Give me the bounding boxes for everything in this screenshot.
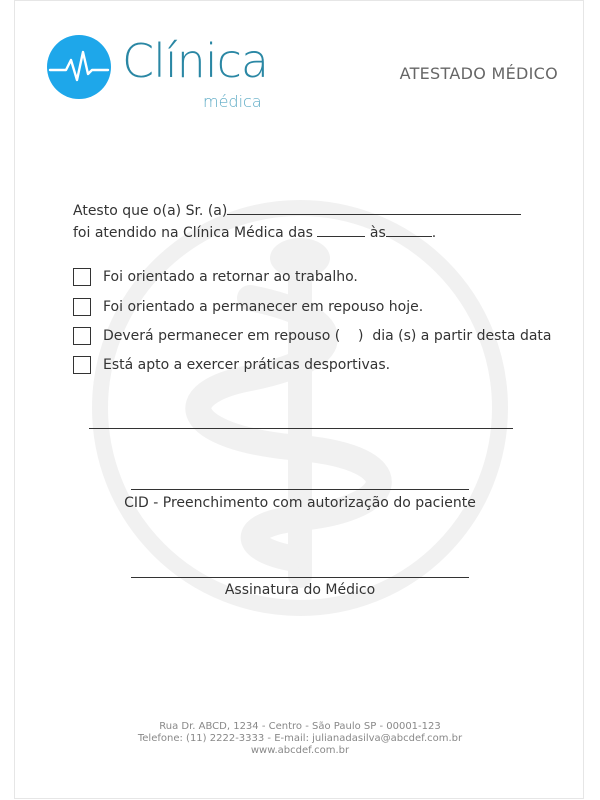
patient-name-blank[interactable] (227, 202, 521, 215)
document-title: ATESTADO MÉDICO (399, 64, 558, 83)
checkbox-label: Foi orientado a retornar ao trabalho. (103, 269, 358, 285)
checkbox[interactable] (73, 356, 91, 374)
checkbox-row-return-work[interactable] (73, 267, 358, 287)
logo-sub-text: médica (203, 92, 262, 111)
patient-name-line (73, 202, 521, 219)
attendance-time-line (73, 224, 436, 241)
heartbeat-icon (46, 34, 112, 100)
end-time-blank[interactable] (386, 224, 432, 237)
checkbox[interactable] (73, 298, 91, 316)
footer-contact: Telefone: (11) 2222-3333 - E-mail: julianadasilva@abcdef.com.br (137, 733, 463, 744)
attendance-label: foi atendido na Clínica Médica das (73, 225, 313, 241)
line-end-period: . (431, 225, 437, 241)
checkbox-row-sports-fit[interactable] (73, 355, 390, 375)
checkbox[interactable] (73, 327, 91, 345)
start-time-blank[interactable] (317, 224, 365, 237)
checkbox-row-rest-days[interactable] (73, 326, 552, 346)
observation-line[interactable] (89, 428, 513, 429)
signature-line[interactable] (131, 577, 469, 578)
checkbox[interactable] (73, 268, 91, 286)
footer-address: Rua Dr. ABCD, 1234 - Centro - São Paulo SP - 00001-123 (159, 721, 441, 732)
caduceus-watermark-icon (90, 188, 510, 628)
patient-name-label: Atesto que o(a) Sr. (a) (73, 203, 228, 219)
logo-main-text: Clínica (122, 34, 269, 88)
checkbox-label: Deverá permanecer em repouso ( ) dia (s) a partir desta data (103, 328, 552, 344)
clinic-logo (46, 34, 276, 114)
signature-caption: Assinatura do Médico (224, 582, 376, 598)
checkbox-row-rest-today[interactable] (73, 297, 423, 317)
checkbox-label: Foi orientado a permanecer em repouso hoje. (103, 299, 424, 315)
cid-line[interactable] (131, 489, 469, 490)
footer-website: www.abcdef.com.br (250, 745, 350, 756)
checkbox-label: Está apto a exercer práticas desportivas. (103, 357, 391, 373)
time-connector: às (369, 225, 386, 241)
cid-caption: CID - Preenchimento com autorização do paciente (124, 495, 476, 511)
